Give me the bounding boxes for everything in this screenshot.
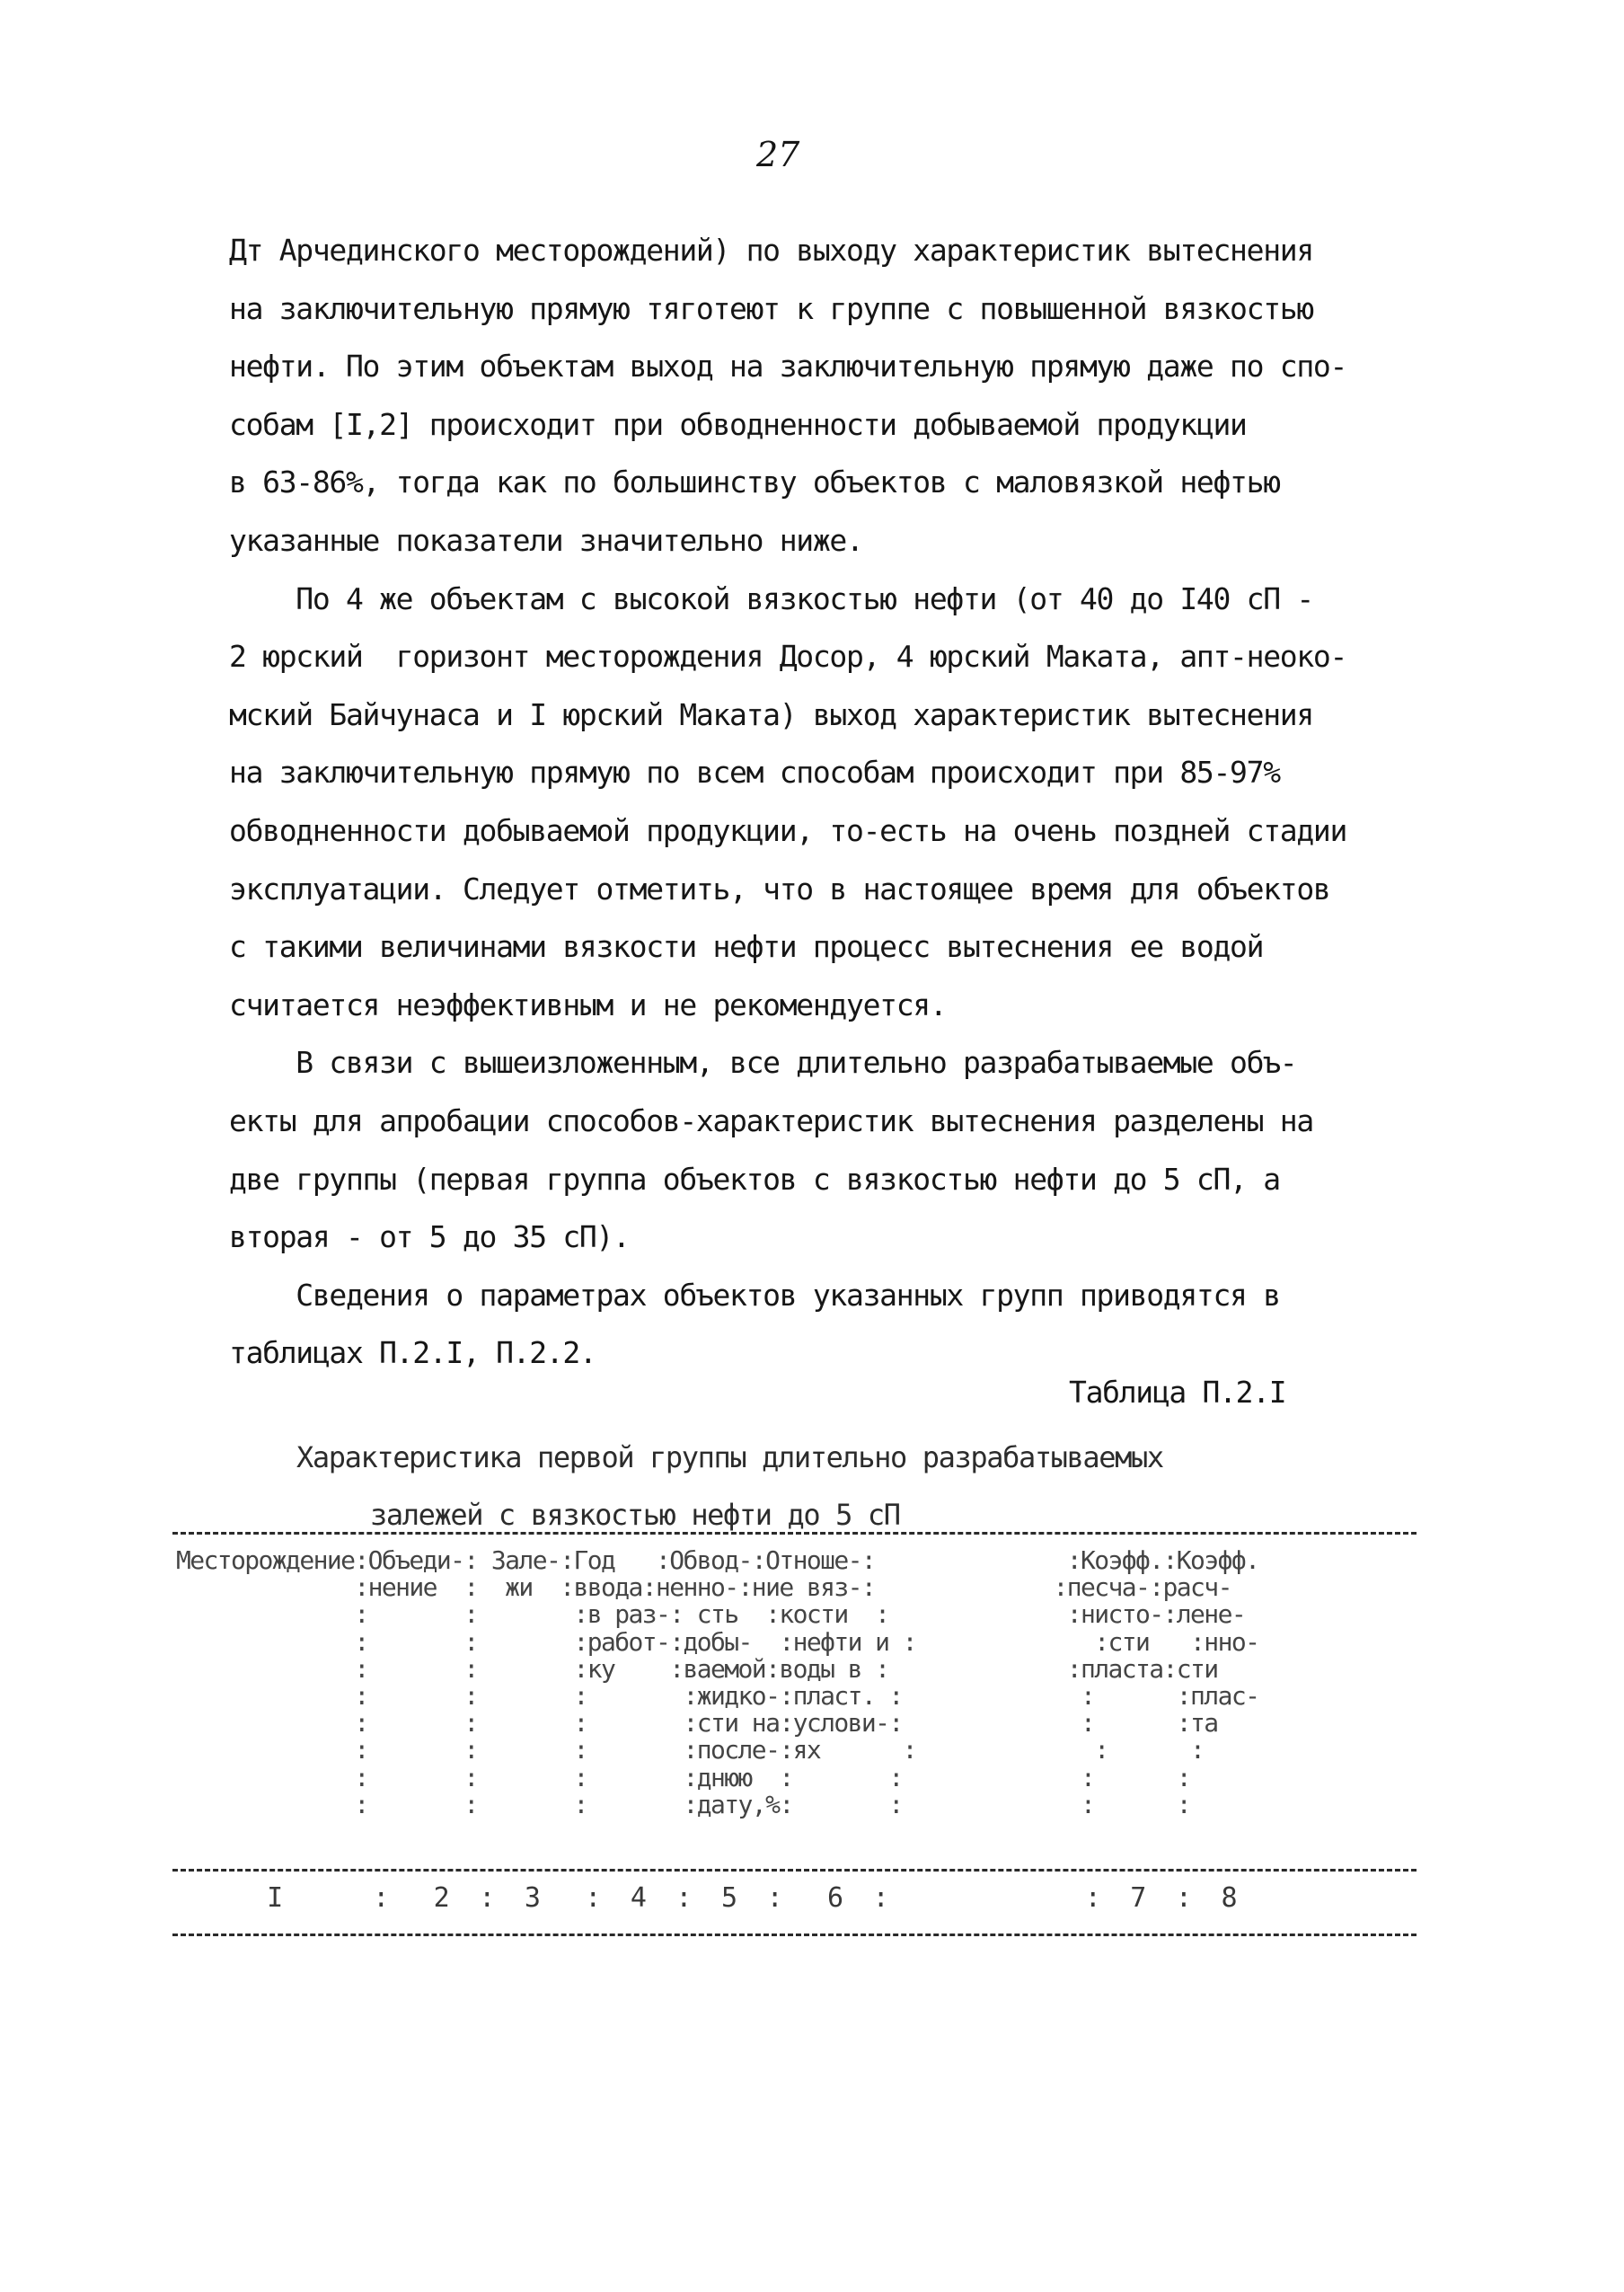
- text-line: По 4 же объектам с высокой вязкостью нефти (от 40 до I40 сП -: [229, 580, 1313, 616]
- text-line: обводненности добываемой продукции, то-есть на очень поздней стадии: [229, 812, 1347, 848]
- table-top-rule: [172, 1532, 1417, 1535]
- table-header-line: :нение : жи :ввода:ненно-:ние вяз-: :песча-:расч-: [176, 1572, 1231, 1603]
- table-title-line: Характеристика первой группы длительно разрабатываемых: [296, 1440, 1163, 1474]
- table-header-line: : : :в раз-: сть :кости : :нисто-:лене-: [176, 1599, 1246, 1630]
- table-header-rule: [172, 1869, 1417, 1872]
- text-line: в 63-86%, тогда как по большинству объектов с маловязкой нефтью: [229, 465, 1280, 500]
- text-line: вторая - от 5 до 35 сП).: [229, 1219, 630, 1255]
- text-line: Дт Арчединского месторождений) по выходу характеристик вытеснения: [229, 233, 1313, 268]
- table-header-line: : : : :сти на:услови-: : :та: [176, 1708, 1218, 1739]
- text-line: с такими величинами вязкости нефти процесс вытеснения ее водой: [229, 929, 1264, 965]
- table-title: [296, 1429, 1329, 1544]
- text-line: Сведения о параметрах объектов указанных групп приводятся в: [229, 1277, 1280, 1313]
- table-header-line: : : : :после-:ях : : :: [176, 1735, 1205, 1765]
- table-header-line: : : : :дату,%: : : :: [176, 1789, 1191, 1819]
- table-column-numbers: I : 2 : 3 : 4 : 5 : 6 : : 7 : 8: [176, 1882, 1237, 1914]
- text-line: таблицах П.2.I, П.2.2.: [229, 1335, 596, 1371]
- table-bottom-rule: [172, 1934, 1417, 1936]
- body-text: [229, 222, 1424, 1383]
- text-line: мский Байчунаса и I юрский Маката) выход характеристик вытеснения: [229, 696, 1313, 732]
- text-line: на заключительную прямую по всем способам происходит при 85-97%: [229, 755, 1280, 791]
- table-header-line: : : :ку :ваемой:воды в : :пласта:сти: [176, 1653, 1218, 1684]
- text-line: на заключительную прямую тяготеют к группе с повышенной вязкостью: [229, 290, 1313, 326]
- table-header-line: : : : :жидко-:пласт. : : :плас-: [176, 1680, 1259, 1711]
- table-header-line: : : : :днюю : : : :: [176, 1762, 1191, 1792]
- table-header-line: Месторождение:Объеди-: Зале-:Год :Обвод-:Отноше-: :Коэфф.:Коэфф.: [176, 1545, 1259, 1575]
- text-line: В связи с вышеизложенным, все длительно разрабатываемые объ-: [229, 1045, 1297, 1081]
- text-line: считается неэффективным и не рекомендуется.: [229, 987, 947, 1022]
- text-line: 2 юрский горизонт месторождения Досор, 4 юрский Маката, апт-неоко-: [229, 639, 1347, 675]
- table-header-line: : : :работ-:добы- :нефти и : :сти :нно-: [176, 1626, 1259, 1657]
- text-line: нефти. По этим объектам выход на заключительную прямую даже по спо-: [229, 349, 1347, 385]
- table-title-line: залежей с вязкостью нефти до 5 сП: [370, 1498, 900, 1532]
- text-line: две группы (первая группа объектов с вязкостью нефти до 5 сП, а: [229, 1161, 1280, 1197]
- text-line: эксплуатации. Следует отметить, что в настоящее время для объектов: [229, 871, 1330, 907]
- text-line: указанные показатели значительно ниже.: [229, 522, 863, 558]
- text-line: собам [I,2] происходит при обводненности добываемой продукции: [229, 406, 1247, 442]
- page-number: 27: [756, 135, 800, 174]
- text-line: екты для апробации способов-характеристик вытеснения разделены на: [229, 1102, 1313, 1138]
- table-number: Таблица П.2.I: [1069, 1375, 1286, 1410]
- table-header: [176, 1547, 1434, 1819]
